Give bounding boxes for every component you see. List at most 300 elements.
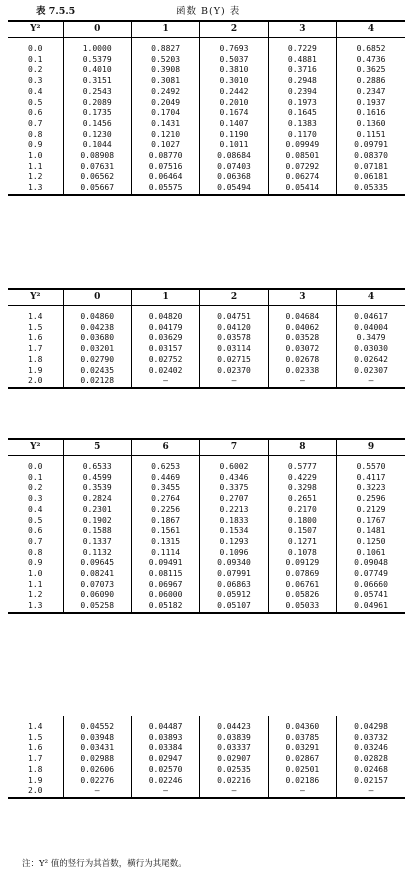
table-note: 注：Y² 值的竖行为其首数，横行为其尾数。 (22, 859, 187, 869)
row-label-cell: 1.7 (28, 344, 43, 354)
value-cell: 0.04684 (268, 306, 336, 323)
row-label-cell: 2.0 (28, 376, 43, 386)
header-row (8, 21, 405, 38)
row-label-cell: 0.2 (28, 65, 43, 75)
table-row (8, 323, 405, 334)
value-cell: 0.09645 (63, 558, 131, 569)
row-label-cell: 0.3 (28, 494, 43, 504)
value-cell: 0.06863 (200, 580, 268, 591)
row-label-cell: 0.1 (28, 472, 43, 482)
value-cell: 0.1210 (131, 130, 199, 141)
value-cell: 0.4010 (63, 65, 131, 76)
row-label-cell: 1.6 (28, 743, 43, 753)
value-cell: 0.1230 (63, 130, 131, 141)
value-cell: 0.08908 (63, 151, 131, 162)
value-cell: 0.05258 (63, 601, 131, 613)
value-cell: — (131, 786, 199, 798)
value-cell: 0.1561 (131, 526, 199, 537)
value-cell: 0.02246 (131, 776, 199, 787)
value-cell: 0.07403 (200, 162, 268, 173)
value-cell: 0.07292 (268, 162, 336, 173)
row-label-cell: 0.2 (28, 483, 43, 493)
table-block-3 (8, 438, 405, 614)
row-label-cell: 0.3 (28, 76, 43, 86)
table-row (8, 119, 405, 130)
value-cell: 0.07749 (337, 569, 405, 580)
value-cell: 0.07073 (63, 580, 131, 591)
table-block-1 (8, 20, 405, 196)
value-cell: 0.02606 (63, 765, 131, 776)
value-cell: 0.03384 (131, 743, 199, 754)
value-cell: 0.03839 (200, 733, 268, 744)
table-block-2 (8, 288, 405, 389)
value-cell: 0.2886 (337, 76, 405, 87)
value-cell: 0.3151 (63, 76, 131, 87)
value-cell: 0.05667 (63, 183, 131, 195)
value-cell: 0.1337 (63, 537, 131, 548)
value-cell: 0.05107 (200, 601, 268, 613)
value-cell: 0.1190 (200, 130, 268, 141)
value-cell: 0.1132 (63, 548, 131, 559)
row-label-cell: 1.4 (28, 312, 43, 321)
value-cell: 0.02790 (63, 355, 131, 366)
table-row (8, 537, 405, 548)
table-title: 函数 B(Y) 表 (176, 6, 241, 17)
value-cell: 0.02128 (63, 376, 131, 388)
value-cell: 0.04238 (63, 323, 131, 334)
value-cell: 0.2089 (63, 98, 131, 109)
value-cell: 0.5203 (131, 55, 199, 66)
value-cell: 0.02715 (200, 355, 268, 366)
value-cell: 0.1407 (200, 119, 268, 130)
value-cell: 0.6002 (200, 456, 268, 473)
row-label-cell: 1.8 (28, 764, 43, 774)
value-cell: 0.1431 (131, 119, 199, 130)
value-cell: 0.1534 (200, 526, 268, 537)
value-cell: 0.3479 (337, 333, 405, 344)
value-cell: 0.02216 (200, 776, 268, 787)
value-cell: 0.03893 (131, 733, 199, 744)
value-cell: 0.07631 (63, 162, 131, 173)
table-row (8, 376, 405, 388)
value-cell: 0.04298 (337, 716, 405, 733)
value-cell: 0.5379 (63, 55, 131, 66)
value-cell: 0.03528 (268, 333, 336, 344)
table-row (8, 526, 405, 537)
value-cell: 0.2492 (131, 87, 199, 98)
value-cell: 0.4599 (63, 473, 131, 484)
value-cell: 0.03114 (200, 344, 268, 355)
value-cell: 0.07516 (131, 162, 199, 173)
value-cell: 0.03431 (63, 743, 131, 754)
row-label-cell: 1.1 (28, 161, 43, 171)
value-cell: 0.04617 (337, 306, 405, 323)
value-cell: 0.02402 (131, 366, 199, 377)
table-row (8, 65, 405, 76)
table-row (8, 473, 405, 484)
header-cell-y2: Y² (8, 439, 63, 456)
value-cell: 0.07991 (200, 569, 268, 580)
value-cell: 0.03629 (131, 333, 199, 344)
value-cell: 0.04860 (63, 306, 131, 323)
value-cell: 0.05033 (268, 601, 336, 613)
value-cell: 0.06562 (63, 172, 131, 183)
value-cell: 0.3539 (63, 483, 131, 494)
table-block-4 (8, 716, 405, 799)
value-cell: 0.08684 (200, 151, 268, 162)
value-cell: 0.3375 (200, 483, 268, 494)
value-cell: 0.04423 (200, 716, 268, 733)
value-cell: 0.1902 (63, 516, 131, 527)
row-label-cell: 0.4 (28, 504, 43, 514)
table-row (8, 743, 405, 754)
value-cell: 0.06464 (131, 172, 199, 183)
value-cell: 0.2129 (337, 505, 405, 516)
value-cell: 0.2010 (200, 98, 268, 109)
value-cell: 0.7229 (268, 38, 336, 55)
table-row (8, 87, 405, 98)
value-cell: 0.1767 (337, 516, 405, 527)
value-cell: — (200, 786, 268, 798)
row-label-cell: 0.5 (28, 515, 43, 525)
value-cell: 0.8827 (131, 38, 199, 55)
header-row (8, 289, 405, 306)
value-cell: 0.1481 (337, 526, 405, 537)
value-cell: 0.1616 (337, 108, 405, 119)
value-cell: 0.7693 (200, 38, 268, 55)
value-cell: 0.04360 (268, 716, 336, 733)
value-cell: 0.03030 (337, 344, 405, 355)
value-cell: 0.02276 (63, 776, 131, 787)
value-cell: 0.1061 (337, 548, 405, 559)
value-cell: 0.08115 (131, 569, 199, 580)
value-cell: 0.2596 (337, 494, 405, 505)
value-cell: 0.1800 (268, 516, 336, 527)
value-cell: 1.0000 (63, 38, 131, 55)
row-label-cell: 1.0 (28, 151, 43, 161)
value-cell: 0.2948 (268, 76, 336, 87)
value-cell: 0.1674 (200, 108, 268, 119)
value-cell: 0.6852 (337, 38, 405, 55)
value-cell: 0.2213 (200, 505, 268, 516)
value-cell: 0.1507 (268, 526, 336, 537)
value-cell: 0.07181 (337, 162, 405, 173)
header-cell-digit: 0 (63, 289, 131, 306)
value-cell: 0.5777 (268, 456, 336, 473)
value-cell: 0.04179 (131, 323, 199, 334)
table-row (8, 494, 405, 505)
value-cell: 0.4229 (268, 473, 336, 484)
value-cell: 0.02535 (200, 765, 268, 776)
value-cell: 0.02828 (337, 754, 405, 765)
value-cell: 0.06090 (63, 590, 131, 601)
header-cell-digit: 4 (337, 21, 405, 38)
value-cell: 0.09791 (337, 140, 405, 151)
value-cell: 0.2764 (131, 494, 199, 505)
table-row (8, 306, 405, 323)
table-row (8, 590, 405, 601)
value-cell: 0.1704 (131, 108, 199, 119)
value-cell: 0.2707 (200, 494, 268, 505)
table-row (8, 130, 405, 141)
value-cell: 0.1250 (337, 537, 405, 548)
value-cell: 0.1833 (200, 516, 268, 527)
row-label-cell: 1.3 (28, 601, 43, 611)
value-cell: — (63, 786, 131, 798)
header-row (8, 439, 405, 456)
value-cell: 0.03948 (63, 733, 131, 744)
row-label-cell: 0.6 (28, 108, 43, 118)
value-cell: 0.03201 (63, 344, 131, 355)
row-label-cell: 0.7 (28, 536, 43, 546)
table-row (8, 366, 405, 377)
value-cell: 0.1973 (268, 98, 336, 109)
header-cell-digit: 0 (63, 21, 131, 38)
row-label-cell: 1.5 (28, 732, 43, 742)
value-cell: 0.08370 (337, 151, 405, 162)
value-cell: 0.04487 (131, 716, 199, 733)
row-label-cell: 1.6 (28, 333, 43, 343)
value-cell: 0.1293 (200, 537, 268, 548)
value-cell: 0.02947 (131, 754, 199, 765)
row-label-cell: 1.9 (28, 365, 43, 375)
value-cell: 0.02988 (63, 754, 131, 765)
value-cell: 0.4881 (268, 55, 336, 66)
header-cell-digit: 8 (268, 439, 336, 456)
value-cell: 0.1011 (200, 140, 268, 151)
value-cell: 0.09949 (268, 140, 336, 151)
value-cell: 0.3081 (131, 76, 199, 87)
value-cell: 0.02501 (268, 765, 336, 776)
value-cell: 0.02186 (268, 776, 336, 787)
value-cell: 0.07869 (268, 569, 336, 580)
value-cell: 0.05741 (337, 590, 405, 601)
table-row (8, 776, 405, 787)
row-label-cell: 0.1 (28, 54, 43, 64)
table-row (8, 516, 405, 527)
value-cell: 0.04961 (337, 601, 405, 613)
value-cell: 0.08770 (131, 151, 199, 162)
value-cell: 0.2256 (131, 505, 199, 516)
table-row (8, 151, 405, 162)
value-cell: 0.02338 (268, 366, 336, 377)
value-cell: 0.03072 (268, 344, 336, 355)
value-cell: 0.1937 (337, 98, 405, 109)
table-row (8, 483, 405, 494)
value-cell: 0.3625 (337, 65, 405, 76)
header-cell-digit: 1 (131, 289, 199, 306)
row-label-cell: 1.9 (28, 775, 43, 785)
value-cell: — (337, 376, 405, 388)
row-label-cell: 0.0 (28, 462, 43, 471)
value-cell: 0.05826 (268, 590, 336, 601)
value-cell: 0.3455 (131, 483, 199, 494)
value-cell: 0.02370 (200, 366, 268, 377)
value-cell: 0.1271 (268, 537, 336, 548)
value-cell: 0.05414 (268, 183, 336, 195)
value-cell: 0.1170 (268, 130, 336, 141)
value-cell: 0.02307 (337, 366, 405, 377)
row-label-cell: 1.3 (28, 183, 43, 193)
header-cell-y2: Y² (8, 21, 63, 38)
table-row (8, 38, 405, 55)
value-cell: 0.1383 (268, 119, 336, 130)
value-cell: 0.05494 (200, 183, 268, 195)
table-row (8, 108, 405, 119)
row-label-cell: 1.2 (28, 172, 43, 182)
header-cell-digit: 1 (131, 21, 199, 38)
row-label-cell: 0.6 (28, 526, 43, 536)
value-cell: 0.05912 (200, 590, 268, 601)
table-row (8, 183, 405, 195)
header-cell-digit: 4 (337, 289, 405, 306)
value-cell: 0.6533 (63, 456, 131, 473)
value-cell: 0.2170 (268, 505, 336, 516)
value-cell: 0.04820 (131, 306, 199, 323)
value-cell: 0.1078 (268, 548, 336, 559)
value-cell: — (200, 376, 268, 388)
table-row (8, 333, 405, 344)
value-cell: 0.03291 (268, 743, 336, 754)
value-cell: 0.6253 (131, 456, 199, 473)
value-cell: 0.5037 (200, 55, 268, 66)
table-row (8, 786, 405, 798)
value-cell: 0.03246 (337, 743, 405, 754)
value-cell: 0.1027 (131, 140, 199, 151)
value-cell: 0.06368 (200, 172, 268, 183)
table-row (8, 172, 405, 183)
table-row (8, 98, 405, 109)
header-cell-digit: 9 (337, 439, 405, 456)
value-cell: 0.04120 (200, 323, 268, 334)
header-cell-digit: 7 (200, 439, 268, 456)
value-cell: 0.02570 (131, 765, 199, 776)
header-cell-digit: 3 (268, 289, 336, 306)
value-cell: 0.08501 (268, 151, 336, 162)
row-label-cell: 0.8 (28, 129, 43, 139)
value-cell: 0.06761 (268, 580, 336, 591)
header-cell-digit: 5 (63, 439, 131, 456)
value-cell: 0.09491 (131, 558, 199, 569)
value-cell: 0.05182 (131, 601, 199, 613)
value-cell: 0.08241 (63, 569, 131, 580)
table-row (8, 505, 405, 516)
row-label-cell: 1.7 (28, 754, 43, 764)
value-cell: 0.03732 (337, 733, 405, 744)
table-row (8, 765, 405, 776)
header-cell-digit: 2 (200, 289, 268, 306)
value-cell: 0.2651 (268, 494, 336, 505)
value-cell: — (268, 786, 336, 798)
value-cell: 0.02752 (131, 355, 199, 366)
row-label-cell: 0.4 (28, 86, 43, 96)
value-cell: 0.02907 (200, 754, 268, 765)
value-cell: 0.1645 (268, 108, 336, 119)
value-cell: 0.02435 (63, 366, 131, 377)
value-cell: 0.04552 (63, 716, 131, 733)
value-cell: 0.03578 (200, 333, 268, 344)
value-cell: 0.4117 (337, 473, 405, 484)
row-label-cell: 0.8 (28, 547, 43, 557)
table-row (8, 601, 405, 613)
row-label-cell: 0.5 (28, 97, 43, 107)
value-cell: 0.02678 (268, 355, 336, 366)
value-cell: 0.05575 (131, 183, 199, 195)
table-row (8, 716, 405, 733)
value-cell: 0.03337 (200, 743, 268, 754)
table-row (8, 355, 405, 366)
table-row (8, 558, 405, 569)
value-cell: 0.2347 (337, 87, 405, 98)
value-cell: 0.1114 (131, 548, 199, 559)
value-cell: 0.1151 (337, 130, 405, 141)
value-cell: 0.2824 (63, 494, 131, 505)
value-cell: 0.1588 (63, 526, 131, 537)
value-cell: 0.05335 (337, 183, 405, 195)
table-number: 表 7.5.5 (36, 6, 76, 17)
value-cell: 0.09340 (200, 558, 268, 569)
value-cell: 0.09129 (268, 558, 336, 569)
table-row (8, 55, 405, 66)
table-row (8, 569, 405, 580)
value-cell: 0.2543 (63, 87, 131, 98)
row-label-cell: 2.0 (28, 786, 43, 796)
value-cell: 0.03785 (268, 733, 336, 744)
value-cell: 0.2394 (268, 87, 336, 98)
table-row (8, 456, 405, 473)
value-cell: 0.02157 (337, 776, 405, 787)
row-label-cell: 1.0 (28, 569, 43, 579)
table-row (8, 548, 405, 559)
header-cell-digit: 3 (268, 21, 336, 38)
value-cell: 0.06181 (337, 172, 405, 183)
value-cell: 0.3716 (268, 65, 336, 76)
row-label-cell: 0.7 (28, 118, 43, 128)
value-cell: 0.1867 (131, 516, 199, 527)
table-row (8, 162, 405, 173)
value-cell: 0.3298 (268, 483, 336, 494)
value-cell: 0.4346 (200, 473, 268, 484)
table-row (8, 140, 405, 151)
row-label-cell: 1.2 (28, 590, 43, 600)
table-row (8, 754, 405, 765)
value-cell: 0.2442 (200, 87, 268, 98)
value-cell: 0.1096 (200, 548, 268, 559)
value-cell: 0.5570 (337, 456, 405, 473)
value-cell: 0.3810 (200, 65, 268, 76)
value-cell: 0.03680 (63, 333, 131, 344)
value-cell: 0.1044 (63, 140, 131, 151)
value-cell: 0.1315 (131, 537, 199, 548)
value-cell: 0.06000 (131, 590, 199, 601)
value-cell: 0.3010 (200, 76, 268, 87)
value-cell: 0.06967 (131, 580, 199, 591)
table-row (8, 76, 405, 87)
header-cell-digit: 6 (131, 439, 199, 456)
table-row (8, 580, 405, 591)
value-cell: 0.2049 (131, 98, 199, 109)
value-cell: — (131, 376, 199, 388)
value-cell: — (337, 786, 405, 798)
value-cell: 0.3223 (337, 483, 405, 494)
row-label-cell: 1.1 (28, 579, 43, 589)
row-label-cell: 0.0 (28, 44, 43, 53)
value-cell: 0.1360 (337, 119, 405, 130)
value-cell: 0.04062 (268, 323, 336, 334)
row-label-cell: 0.9 (28, 140, 43, 150)
header-cell-y2: Y² (8, 289, 63, 306)
value-cell: 0.4469 (131, 473, 199, 484)
